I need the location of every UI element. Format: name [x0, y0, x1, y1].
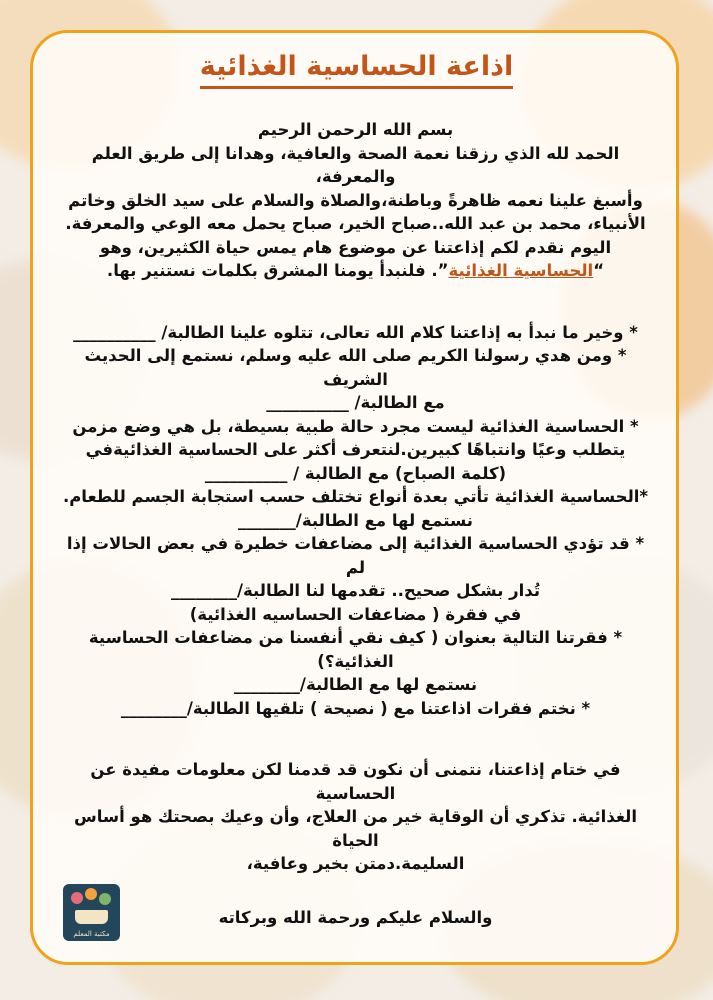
basmala: بسم الله الرحمن الرحيم — [257, 120, 454, 139]
farewell-line: والسلام عليكم ورحمة الله وبركاته — [218, 907, 493, 927]
open-book-icon — [75, 910, 108, 924]
program-line: تُدار بشكل صحيح.. تقدمها لنا الطالبة/________ — [170, 581, 541, 600]
program-line: مع الطالبة/ __________ — [266, 393, 445, 412]
program-line: * نختم فقرات اذاعتنا مع ( نصيحة ) تلقيها الطالبة/________ — [120, 698, 591, 718]
intro-topic-line — [58, 259, 653, 283]
page-title: اذاعة الحساسية الغذائية — [200, 50, 513, 89]
program-items — [58, 321, 653, 721]
closing-line: في ختام إذاعتنا، نتمنى أن نكون قد قدمنا لكن معلومات مفيدة عن الحساسية — [90, 760, 621, 803]
topic-open-quote: “ — [593, 261, 605, 280]
intro-line: وأسبغ علينا نعمه ظاهرةً وباطنة،والصلاة والسلام على سيد الخلق وخاتم — [68, 190, 643, 210]
program-line: نستمع لها مع الطالبة/________ — [233, 675, 478, 694]
topic-highlight: الحساسية الغذائية — [448, 261, 594, 280]
program-line: *الحساسية الغذائية تأتي بعدة أنواع تختلف حسب استجابة الجسم للطعام. — [62, 487, 649, 506]
intro-section — [58, 118, 653, 283]
intro-line: اليوم نقدم لكم إذاعتنا عن موضوع هام يمس حياة الكثيرين، وهو — [99, 237, 612, 257]
intro-line: الأنبياء، محمد بن عبد الله..صباح الخير، صباح يحمل معه الوعي والمعرفة. — [65, 214, 646, 233]
program-line: * وخير ما نبدأ به إذاعتنا كلام الله تعالى، تتلوه علينا الطالبة/ __________ — [73, 322, 638, 342]
program-line: * فقرتنا التالية بعنوان ( كيف نقي أنفسنا من مضاعفات الحساسية الغذائية؟) — [88, 628, 623, 671]
program-line: في فقرة ( مضاعفات الحساسيه الغذائية) — [189, 604, 522, 624]
program-line: نستمع لها مع الطالبة/_______ — [238, 510, 473, 530]
closing-section — [58, 758, 653, 876]
flower-icon — [85, 888, 97, 900]
document-body — [58, 118, 653, 929]
closing-line: الغذائية. تذكري أن الوقاية خير من العلاج، وأن وعيك بصحتك هو أساس الحياة — [73, 807, 638, 850]
logo-text: مكتبة المعلم — [73, 930, 110, 938]
program-line: * قد تؤدي الحساسية الغذائية إلى مضاعفات خطيرة في بعض الحالات إذا لم — [66, 534, 645, 577]
program-line: يتطلب وعيًا وانتباهًا كبيرين.لنتعرف أكثر على الحساسية الغذائيةفي — [85, 440, 626, 459]
flower-icon — [99, 893, 111, 905]
library-logo — [63, 884, 120, 941]
closing-line: السليمة.دمتن بخير وعافية، — [246, 854, 465, 873]
title-container — [0, 50, 713, 89]
program-line: * الحساسية الغذائية ليست مجرد حالة طبية بسيطة، بل هي وضع مزمن — [72, 416, 639, 436]
topic-rest: ”. فلنبدأ يومنا المشرق بكلمات نستنير بها. — [106, 261, 449, 280]
program-line: (كلمة الصباح) مع الطالبة / __________ — [204, 463, 507, 483]
flower-icon — [71, 892, 83, 904]
intro-line: الحمد لله الذي رزقنا نعمة الصحة والعافية، وهدانا إلى طريق العلم والمعرفة، — [91, 143, 620, 186]
program-line: * ومن هدي رسولنا الكريم صلى الله عليه وسلم، نستمع إلى الحديث الشريف — [84, 346, 627, 389]
